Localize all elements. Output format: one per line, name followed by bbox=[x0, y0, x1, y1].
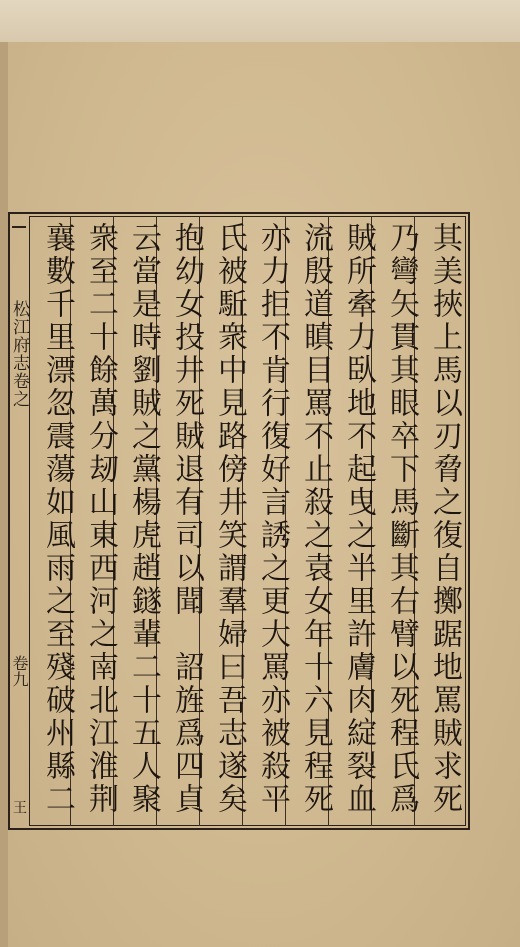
text-column-1: 其美挾上馬以刃脅之復自擲踞地罵賊求死 bbox=[427, 222, 462, 816]
text-column-2: 乃彎矢貫其眼卒下馬斷其右臂以死程氏爲 bbox=[384, 222, 419, 816]
previous-page-edge bbox=[0, 0, 520, 43]
text-column-6: 氏被駈衆中見路傍井笑謂羣婦曰吾志遂矣 bbox=[212, 222, 247, 816]
text-column-10: 襄數千里漂忽震蕩如風雨之至殘破州縣二 bbox=[40, 222, 75, 816]
fish-tail-mark bbox=[12, 226, 26, 234]
text-column-8: 云當是時劉賊之黨楊虎趙鐩輩二十五人聚 bbox=[126, 222, 161, 816]
text-column-7: 抱幼女投井死賊退有司以聞 詔旌爲四貞 bbox=[169, 222, 204, 816]
text-column-9: 衆至二十餘萬分刼山東西河之南北江淮荆 bbox=[83, 222, 118, 816]
text-column-5: 亦力拒不肯行復好言誘之更大罵亦被殺平 bbox=[255, 222, 290, 816]
banxin-title: 松江府志卷之 bbox=[9, 300, 29, 408]
binding-edge bbox=[0, 42, 8, 947]
banxin-juan: 卷九 bbox=[10, 655, 29, 687]
banxin-page-number: 王 bbox=[11, 800, 27, 814]
text-column-4: 流殷道瞋目罵不止殺之袁女年十六見程死 bbox=[298, 222, 333, 816]
text-column-3: 賊所牽力臥地不起曳之半里許膚肉綻裂血 bbox=[341, 222, 376, 816]
